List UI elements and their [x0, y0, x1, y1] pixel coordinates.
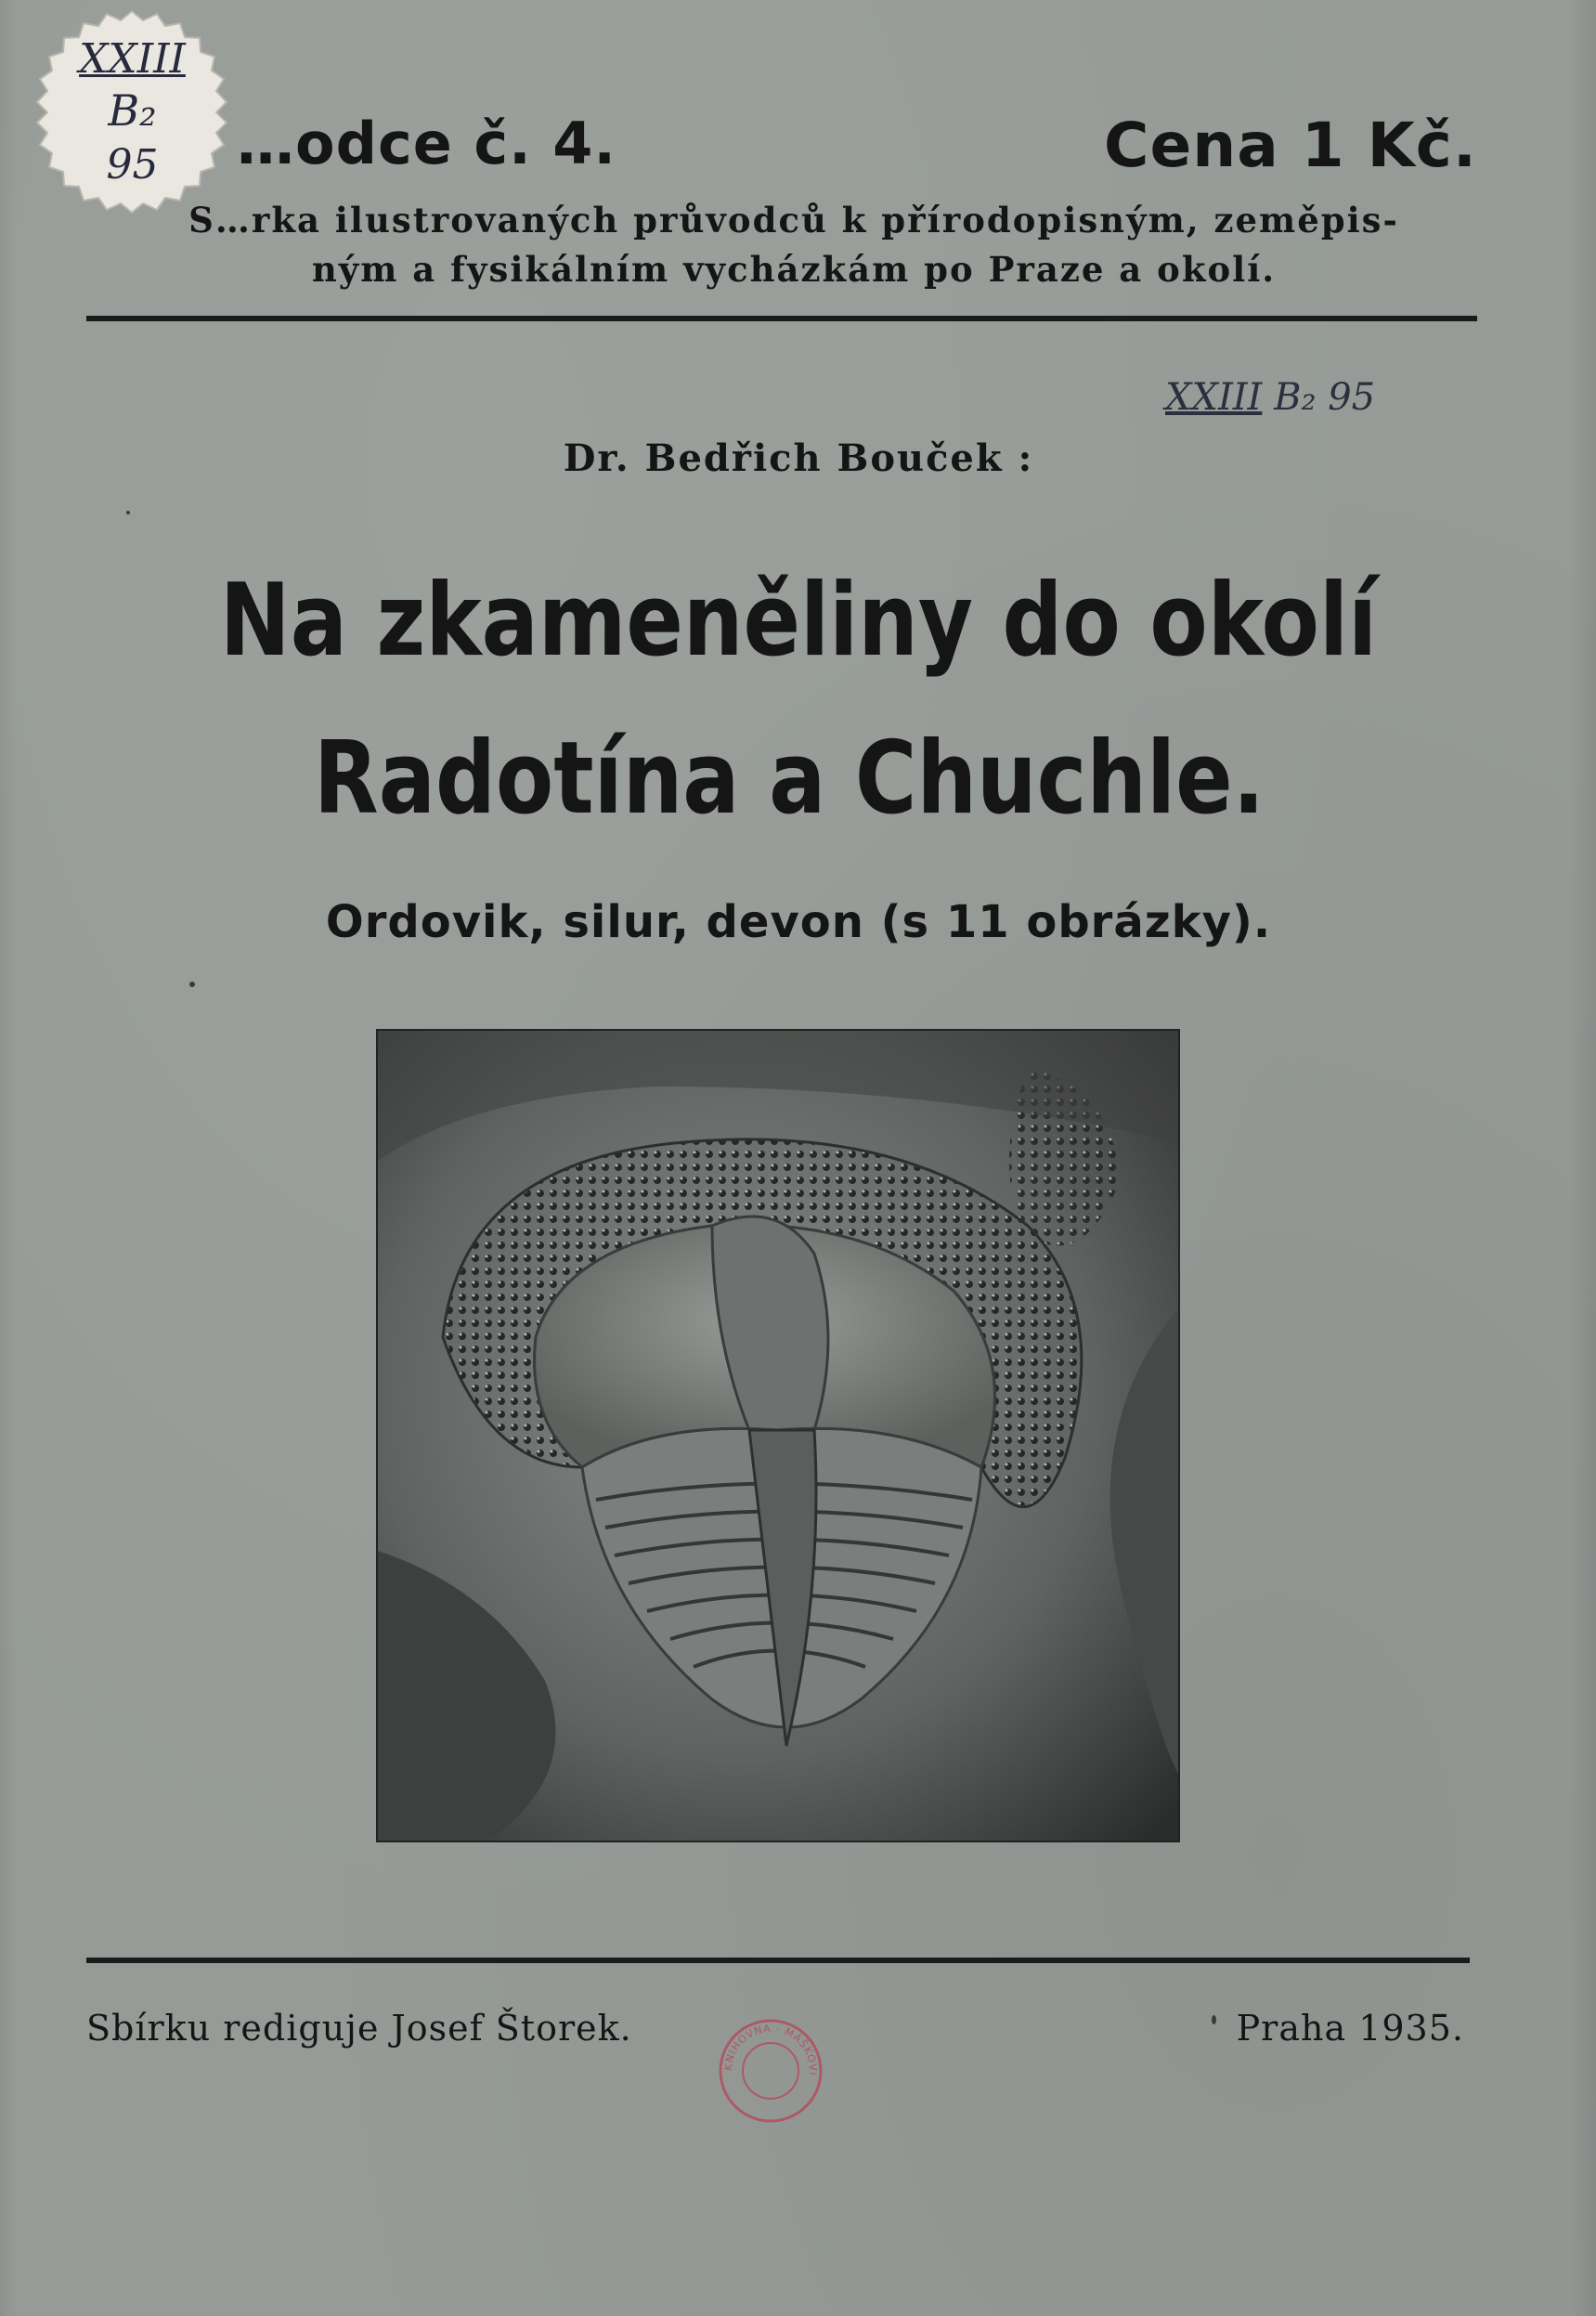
top-divider: [86, 316, 1477, 321]
sticker-line-1: XXIII: [79, 35, 186, 83]
sticker-line-3: 95: [106, 141, 159, 189]
paper-speck: [1212, 2015, 1216, 2024]
svg-text:KNIHOVNA · MÁŠKOVI: [722, 2023, 819, 2076]
series-subtitle-line-2: ným a fysikálním vycházkám po Praze a okolí.: [311, 249, 1277, 290]
paper-speck: [126, 511, 130, 514]
bottom-divider: [86, 1958, 1470, 1963]
sticker-line-2: B₂: [108, 85, 157, 136]
title-line-1: Na zkameněliny do okolí: [219, 563, 1378, 679]
title-line-2: Radotína a Chuchle.: [313, 721, 1265, 837]
series-number: …odce č. 4.: [237, 110, 616, 177]
library-stamp-icon: [715, 2015, 826, 2127]
handwritten-shelfmark: [1165, 376, 1375, 419]
title-subtitle: Ordovik, silur, devon (s 11 obrázky).: [325, 896, 1272, 948]
author: Dr. Bedřich Bouček :: [563, 436, 1034, 480]
stamp-text: KNIHOVNA · MÁŠKOVI: [721, 2022, 820, 2077]
editor-credit: Sbírku rediguje Josef Štorek.: [86, 2008, 632, 2049]
publication-place-year: Praha 1935.: [1236, 2008, 1464, 2049]
library-stamp: [715, 2015, 826, 2127]
library-label-sticker: [28, 7, 237, 216]
price: Cena 1 Kč.: [1104, 110, 1477, 181]
shelfmark-bottom: B₂ 95: [1274, 376, 1376, 419]
series-subtitle-line-1: S…rka ilustrovaných průvodců k přírodopisným, zeměpis-: [188, 200, 1399, 241]
shelfmark-top: XXIII: [1165, 376, 1263, 419]
paper-speck: [189, 982, 195, 987]
trilobite-fossil-photo: [376, 1029, 1180, 1842]
trilobite-fossil-icon: [378, 1031, 1178, 1841]
